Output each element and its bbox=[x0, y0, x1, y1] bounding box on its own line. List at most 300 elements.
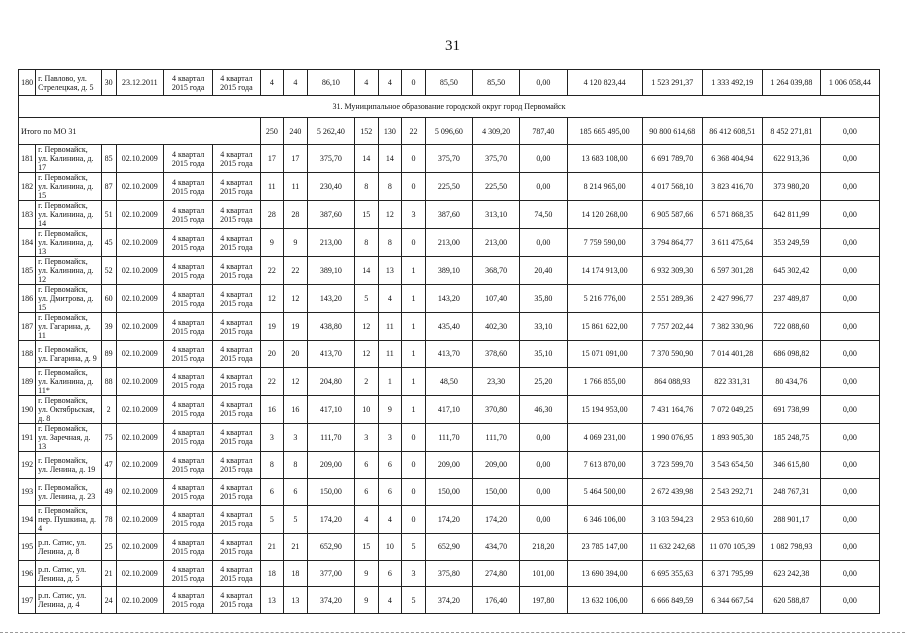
term-start-cell: 4 квартал 2015 года bbox=[163, 173, 212, 201]
money-cell: 822 331,31 bbox=[702, 367, 762, 395]
area-cell: 0,00 bbox=[520, 229, 567, 257]
money-cell: 0,00 bbox=[820, 201, 879, 229]
count-cell: 3 bbox=[284, 423, 308, 451]
term-end-cell: 4 квартал 2015 года bbox=[213, 367, 260, 395]
term-end-cell: 4 квартал 2015 года bbox=[213, 395, 260, 423]
area-cell: 0,00 bbox=[520, 451, 567, 478]
count-cell: 12 bbox=[354, 313, 378, 341]
money-cell: 1 264 039,88 bbox=[762, 70, 820, 96]
money-cell: 2 427 996,77 bbox=[702, 285, 762, 313]
count-cell: 12 bbox=[354, 341, 378, 368]
doc-number-cell: 51 bbox=[101, 201, 116, 229]
date-cell: 02.10.2009 bbox=[116, 478, 163, 505]
term-start-cell: 4 квартал 2015 года bbox=[163, 533, 212, 560]
term-start-cell: 4 квартал 2015 года bbox=[163, 587, 212, 614]
area-cell: 174,20 bbox=[425, 505, 472, 533]
money-cell: 86 412 608,51 bbox=[702, 118, 762, 145]
count-cell: 0 bbox=[402, 505, 426, 533]
money-cell: 686 098,82 bbox=[762, 341, 820, 368]
count-cell: 12 bbox=[284, 285, 308, 313]
count-cell: 8 bbox=[284, 451, 308, 478]
money-cell: 7 613 870,00 bbox=[567, 451, 642, 478]
row-number: 184 bbox=[19, 229, 36, 257]
doc-number-cell: 87 bbox=[101, 173, 116, 201]
date-cell: 23.12.2011 bbox=[116, 70, 163, 96]
area-cell: 101,00 bbox=[520, 560, 567, 587]
money-cell: 3 103 594,23 bbox=[642, 505, 702, 533]
money-cell: 0,00 bbox=[820, 285, 879, 313]
table-row bbox=[19, 313, 880, 341]
count-cell: 1 bbox=[402, 285, 426, 313]
area-cell: 374,20 bbox=[425, 587, 472, 614]
count-cell: 8 bbox=[378, 173, 402, 201]
address-cell: г. Первомайск, ул. Калинина, д. 15 bbox=[36, 173, 101, 201]
row-number: 195 bbox=[19, 533, 36, 560]
count-cell: 18 bbox=[260, 560, 284, 587]
term-end-cell: 4 квартал 2015 года bbox=[213, 478, 260, 505]
term-start-cell: 4 квартал 2015 года bbox=[163, 145, 212, 173]
money-cell: 0,00 bbox=[820, 533, 879, 560]
address-cell: г. Первомайск, ул. Ленина, д. 23 bbox=[36, 478, 101, 505]
area-cell: 225,50 bbox=[425, 173, 472, 201]
money-cell: 3 543 654,50 bbox=[702, 451, 762, 478]
money-cell: 0,00 bbox=[820, 173, 879, 201]
count-cell: 17 bbox=[284, 145, 308, 173]
area-cell: 375,70 bbox=[425, 145, 472, 173]
count-cell: 22 bbox=[402, 118, 426, 145]
row-number: 190 bbox=[19, 395, 36, 423]
count-cell: 3 bbox=[402, 560, 426, 587]
area-cell: 150,00 bbox=[425, 478, 472, 505]
area-cell: 417,10 bbox=[307, 395, 354, 423]
money-cell: 1 082 798,93 bbox=[762, 533, 820, 560]
area-cell: 35,80 bbox=[520, 285, 567, 313]
address-cell: г. Первомайск, ул. Калинина, д. 13 bbox=[36, 229, 101, 257]
table-row bbox=[19, 173, 880, 201]
table-row bbox=[19, 423, 880, 451]
area-cell: 5 096,60 bbox=[425, 118, 472, 145]
area-cell: 0,00 bbox=[520, 478, 567, 505]
area-cell: 4 309,20 bbox=[473, 118, 520, 145]
date-cell: 02.10.2009 bbox=[116, 201, 163, 229]
total-row bbox=[19, 118, 880, 145]
address-cell: г. Первомайск, ул. Гагарина, д. 11 bbox=[36, 313, 101, 341]
area-cell: 204,80 bbox=[307, 367, 354, 395]
money-cell: 90 800 614,68 bbox=[642, 118, 702, 145]
term-start-cell: 4 квартал 2015 года bbox=[163, 341, 212, 368]
area-cell: 143,20 bbox=[307, 285, 354, 313]
money-cell: 14 120 268,00 bbox=[567, 201, 642, 229]
area-cell: 417,10 bbox=[425, 395, 472, 423]
money-cell: 6 695 355,63 bbox=[642, 560, 702, 587]
money-cell: 13 632 106,00 bbox=[567, 587, 642, 614]
doc-number-cell: 85 bbox=[101, 145, 116, 173]
doc-number-cell: 75 bbox=[101, 423, 116, 451]
money-cell: 0,00 bbox=[820, 341, 879, 368]
date-cell: 02.10.2009 bbox=[116, 423, 163, 451]
money-cell: 3 723 599,70 bbox=[642, 451, 702, 478]
area-cell: 377,00 bbox=[307, 560, 354, 587]
money-cell: 1 523 291,37 bbox=[642, 70, 702, 96]
money-cell: 0,00 bbox=[820, 145, 879, 173]
count-cell: 12 bbox=[284, 367, 308, 395]
money-cell: 0,00 bbox=[820, 423, 879, 451]
address-cell: р.п. Сатис, ул. Ленина, д. 8 bbox=[36, 533, 101, 560]
money-cell: 6 932 309,30 bbox=[642, 257, 702, 285]
date-cell: 02.10.2009 bbox=[116, 285, 163, 313]
area-cell: 230,40 bbox=[307, 173, 354, 201]
area-cell: 370,80 bbox=[473, 395, 520, 423]
area-cell: 85,50 bbox=[473, 70, 520, 96]
housing-register-table bbox=[18, 69, 880, 614]
money-cell: 5 216 776,00 bbox=[567, 285, 642, 313]
money-cell: 0,00 bbox=[820, 229, 879, 257]
count-cell: 4 bbox=[378, 505, 402, 533]
money-cell: 6 597 301,28 bbox=[702, 257, 762, 285]
table-row bbox=[19, 201, 880, 229]
area-cell: 213,00 bbox=[425, 229, 472, 257]
money-cell: 5 464 500,00 bbox=[567, 478, 642, 505]
table-row bbox=[19, 478, 880, 505]
count-cell: 6 bbox=[378, 451, 402, 478]
section-title: 31. Муниципальное образование городской округ город Первомайск bbox=[19, 96, 880, 118]
area-cell: 434,70 bbox=[473, 533, 520, 560]
money-cell: 0,00 bbox=[820, 560, 879, 587]
money-cell: 80 434,76 bbox=[762, 367, 820, 395]
count-cell: 9 bbox=[354, 587, 378, 614]
money-cell: 722 088,60 bbox=[762, 313, 820, 341]
term-end-cell: 4 квартал 2015 года bbox=[213, 257, 260, 285]
area-cell: 375,70 bbox=[473, 145, 520, 173]
money-cell: 2 543 292,71 bbox=[702, 478, 762, 505]
table-body bbox=[19, 70, 880, 614]
count-cell: 13 bbox=[284, 587, 308, 614]
area-cell: 107,40 bbox=[473, 285, 520, 313]
money-cell: 620 588,87 bbox=[762, 587, 820, 614]
money-cell: 1 333 492,19 bbox=[702, 70, 762, 96]
area-cell: 225,50 bbox=[473, 173, 520, 201]
row-number: 185 bbox=[19, 257, 36, 285]
table-row bbox=[19, 505, 880, 533]
area-cell: 413,70 bbox=[425, 341, 472, 368]
term-start-cell: 4 квартал 2015 года bbox=[163, 395, 212, 423]
row-number: 191 bbox=[19, 423, 36, 451]
term-start-cell: 4 квартал 2015 года bbox=[163, 423, 212, 451]
term-start-cell: 4 квартал 2015 года bbox=[163, 560, 212, 587]
count-cell: 21 bbox=[284, 533, 308, 560]
term-start-cell: 4 квартал 2015 года bbox=[163, 285, 212, 313]
table-row bbox=[19, 367, 880, 395]
count-cell: 5 bbox=[402, 587, 426, 614]
doc-number-cell: 30 bbox=[101, 70, 116, 96]
area-cell: 402,30 bbox=[473, 313, 520, 341]
area-cell: 0,00 bbox=[520, 70, 567, 96]
count-cell: 10 bbox=[354, 395, 378, 423]
money-cell: 1 990 076,95 bbox=[642, 423, 702, 451]
count-cell: 4 bbox=[284, 70, 308, 96]
term-end-cell: 4 квартал 2015 года bbox=[213, 229, 260, 257]
count-cell: 8 bbox=[260, 451, 284, 478]
money-cell: 185 665 495,00 bbox=[567, 118, 642, 145]
money-cell: 622 913,36 bbox=[762, 145, 820, 173]
area-cell: 111,70 bbox=[473, 423, 520, 451]
area-cell: 218,20 bbox=[520, 533, 567, 560]
money-cell: 6 666 849,59 bbox=[642, 587, 702, 614]
area-cell: 174,20 bbox=[307, 505, 354, 533]
row-number: 187 bbox=[19, 313, 36, 341]
area-cell: 143,20 bbox=[425, 285, 472, 313]
doc-number-cell: 21 bbox=[101, 560, 116, 587]
money-cell: 6 368 404,94 bbox=[702, 145, 762, 173]
count-cell: 1 bbox=[402, 313, 426, 341]
term-end-cell: 4 квартал 2015 года bbox=[213, 423, 260, 451]
count-cell: 0 bbox=[402, 478, 426, 505]
table-row bbox=[19, 341, 880, 368]
term-end-cell: 4 квартал 2015 года bbox=[213, 533, 260, 560]
date-cell: 02.10.2009 bbox=[116, 145, 163, 173]
money-cell: 7 370 590,90 bbox=[642, 341, 702, 368]
money-cell: 7 072 049,25 bbox=[702, 395, 762, 423]
area-cell: 413,70 bbox=[307, 341, 354, 368]
area-cell: 378,60 bbox=[473, 341, 520, 368]
term-end-cell: 4 квартал 2015 года bbox=[213, 70, 260, 96]
table-row bbox=[19, 145, 880, 173]
count-cell: 17 bbox=[260, 145, 284, 173]
count-cell: 13 bbox=[378, 257, 402, 285]
address-cell: г. Первомайск, ул. Калинина, д. 17 bbox=[36, 145, 101, 173]
doc-number-cell: 2 bbox=[101, 395, 116, 423]
count-cell: 20 bbox=[284, 341, 308, 368]
count-cell: 5 bbox=[354, 285, 378, 313]
area-cell: 111,70 bbox=[425, 423, 472, 451]
money-cell: 11 632 242,68 bbox=[642, 533, 702, 560]
area-cell: 35,10 bbox=[520, 341, 567, 368]
count-cell: 250 bbox=[260, 118, 284, 145]
money-cell: 7 757 202,44 bbox=[642, 313, 702, 341]
count-cell: 1 bbox=[402, 395, 426, 423]
money-cell: 15 861 622,00 bbox=[567, 313, 642, 341]
row-number: 188 bbox=[19, 341, 36, 368]
count-cell: 8 bbox=[354, 229, 378, 257]
area-cell: 111,70 bbox=[307, 423, 354, 451]
address-cell: р.п. Сатис, ул. Ленина, д. 5 bbox=[36, 560, 101, 587]
count-cell: 2 bbox=[354, 367, 378, 395]
count-cell: 3 bbox=[260, 423, 284, 451]
area-cell: 0,00 bbox=[520, 423, 567, 451]
count-cell: 28 bbox=[284, 201, 308, 229]
area-cell: 375,70 bbox=[307, 145, 354, 173]
money-cell: 11 070 105,39 bbox=[702, 533, 762, 560]
row-number: 192 bbox=[19, 451, 36, 478]
address-cell: г. Первомайск, ул. Октябрьская, д. 8 bbox=[36, 395, 101, 423]
area-cell: 435,40 bbox=[425, 313, 472, 341]
count-cell: 1 bbox=[402, 257, 426, 285]
doc-number-cell: 49 bbox=[101, 478, 116, 505]
money-cell: 1 766 855,00 bbox=[567, 367, 642, 395]
area-cell: 375,80 bbox=[425, 560, 472, 587]
count-cell: 5 bbox=[402, 533, 426, 560]
count-cell: 6 bbox=[284, 478, 308, 505]
area-cell: 46,30 bbox=[520, 395, 567, 423]
count-cell: 0 bbox=[402, 145, 426, 173]
date-cell: 02.10.2009 bbox=[116, 451, 163, 478]
money-cell: 1 893 905,30 bbox=[702, 423, 762, 451]
money-cell: 3 794 864,77 bbox=[642, 229, 702, 257]
date-cell: 02.10.2009 bbox=[116, 560, 163, 587]
money-cell: 645 302,42 bbox=[762, 257, 820, 285]
count-cell: 3 bbox=[402, 201, 426, 229]
money-cell: 373 980,20 bbox=[762, 173, 820, 201]
table-row bbox=[19, 395, 880, 423]
money-cell: 288 901,17 bbox=[762, 505, 820, 533]
page-number: 31 bbox=[445, 38, 460, 54]
count-cell: 11 bbox=[284, 173, 308, 201]
money-cell: 13 683 108,00 bbox=[567, 145, 642, 173]
count-cell: 12 bbox=[260, 285, 284, 313]
count-cell: 22 bbox=[260, 367, 284, 395]
count-cell: 21 bbox=[260, 533, 284, 560]
area-cell: 197,80 bbox=[520, 587, 567, 614]
date-cell: 02.10.2009 bbox=[116, 341, 163, 368]
row-number: 189 bbox=[19, 367, 36, 395]
money-cell: 2 672 439,98 bbox=[642, 478, 702, 505]
count-cell: 4 bbox=[378, 70, 402, 96]
row-number: 196 bbox=[19, 560, 36, 587]
count-cell: 6 bbox=[260, 478, 284, 505]
area-cell: 389,10 bbox=[307, 257, 354, 285]
table-row bbox=[19, 560, 880, 587]
row-number: 181 bbox=[19, 145, 36, 173]
address-cell: г. Первомайск, ул. Калинина, д. 11* bbox=[36, 367, 101, 395]
term-end-cell: 4 квартал 2015 года bbox=[213, 341, 260, 368]
count-cell: 4 bbox=[354, 70, 378, 96]
address-cell: г. Первомайск, ул. Заречная, д. 13 bbox=[36, 423, 101, 451]
section-header-row bbox=[19, 96, 880, 118]
money-cell: 7 014 401,28 bbox=[702, 341, 762, 368]
count-cell: 5 bbox=[284, 505, 308, 533]
area-cell: 150,00 bbox=[307, 478, 354, 505]
row-number: 194 bbox=[19, 505, 36, 533]
count-cell: 6 bbox=[378, 478, 402, 505]
term-start-cell: 4 квартал 2015 года bbox=[163, 451, 212, 478]
term-end-cell: 4 квартал 2015 года bbox=[213, 285, 260, 313]
count-cell: 19 bbox=[284, 313, 308, 341]
doc-number-cell: 47 bbox=[101, 451, 116, 478]
area-cell: 387,60 bbox=[425, 201, 472, 229]
count-cell: 152 bbox=[354, 118, 378, 145]
area-cell: 20,40 bbox=[520, 257, 567, 285]
count-cell: 9 bbox=[284, 229, 308, 257]
area-cell: 86,10 bbox=[307, 70, 354, 96]
count-cell: 9 bbox=[354, 560, 378, 587]
money-cell: 864 088,93 bbox=[642, 367, 702, 395]
count-cell: 10 bbox=[378, 533, 402, 560]
term-start-cell: 4 квартал 2015 года bbox=[163, 229, 212, 257]
money-cell: 6 344 667,54 bbox=[702, 587, 762, 614]
area-cell: 787,40 bbox=[520, 118, 567, 145]
term-end-cell: 4 квартал 2015 года bbox=[213, 560, 260, 587]
table-row bbox=[19, 229, 880, 257]
table-row-top bbox=[19, 70, 880, 96]
count-cell: 240 bbox=[284, 118, 308, 145]
count-cell: 16 bbox=[284, 395, 308, 423]
count-cell: 0 bbox=[402, 451, 426, 478]
money-cell: 8 214 965,00 bbox=[567, 173, 642, 201]
money-cell: 6 371 795,99 bbox=[702, 560, 762, 587]
count-cell: 3 bbox=[354, 423, 378, 451]
address-cell: г. Павлово, ул. Стрелецкая, д. 5 bbox=[36, 70, 101, 96]
count-cell: 0 bbox=[402, 423, 426, 451]
money-cell: 15 194 953,00 bbox=[567, 395, 642, 423]
date-cell: 02.10.2009 bbox=[116, 313, 163, 341]
term-end-cell: 4 квартал 2015 года bbox=[213, 505, 260, 533]
date-cell: 02.10.2009 bbox=[116, 229, 163, 257]
doc-number-cell: 88 bbox=[101, 367, 116, 395]
doc-number-cell: 60 bbox=[101, 285, 116, 313]
count-cell: 11 bbox=[260, 173, 284, 201]
count-cell: 3 bbox=[378, 423, 402, 451]
money-cell: 13 690 394,00 bbox=[567, 560, 642, 587]
area-cell: 23,30 bbox=[473, 367, 520, 395]
doc-number-cell: 25 bbox=[101, 533, 116, 560]
count-cell: 5 bbox=[260, 505, 284, 533]
area-cell: 652,90 bbox=[425, 533, 472, 560]
address-cell: г. Первомайск, ул. Калинина, д. 12 bbox=[36, 257, 101, 285]
table-row bbox=[19, 285, 880, 313]
money-cell: 6 346 106,00 bbox=[567, 505, 642, 533]
area-cell: 48,50 bbox=[425, 367, 472, 395]
area-cell: 389,10 bbox=[425, 257, 472, 285]
count-cell: 4 bbox=[378, 587, 402, 614]
count-cell: 14 bbox=[378, 145, 402, 173]
area-cell: 213,00 bbox=[307, 229, 354, 257]
money-cell: 0,00 bbox=[820, 395, 879, 423]
row-number: 197 bbox=[19, 587, 36, 614]
total-label: Итого по МО 31 bbox=[19, 118, 261, 145]
term-start-cell: 4 квартал 2015 года bbox=[163, 70, 212, 96]
money-cell: 185 248,75 bbox=[762, 423, 820, 451]
money-cell: 15 071 091,00 bbox=[567, 341, 642, 368]
date-cell: 02.10.2009 bbox=[116, 533, 163, 560]
count-cell: 0 bbox=[402, 173, 426, 201]
money-cell: 4 120 823,44 bbox=[567, 70, 642, 96]
count-cell: 13 bbox=[260, 587, 284, 614]
area-cell: 374,20 bbox=[307, 587, 354, 614]
term-end-cell: 4 квартал 2015 года bbox=[213, 201, 260, 229]
address-cell: г. Первомайск, ул. Калинина, д. 14 bbox=[36, 201, 101, 229]
count-cell: 6 bbox=[378, 560, 402, 587]
money-cell: 8 452 271,81 bbox=[762, 118, 820, 145]
date-cell: 02.10.2009 bbox=[116, 257, 163, 285]
count-cell: 0 bbox=[402, 229, 426, 257]
money-cell: 23 785 147,00 bbox=[567, 533, 642, 560]
area-cell: 25,20 bbox=[520, 367, 567, 395]
money-cell: 2 953 610,60 bbox=[702, 505, 762, 533]
area-cell: 387,60 bbox=[307, 201, 354, 229]
term-start-cell: 4 квартал 2015 года bbox=[163, 201, 212, 229]
count-cell: 1 bbox=[402, 341, 426, 368]
area-cell: 313,10 bbox=[473, 201, 520, 229]
area-cell: 0,00 bbox=[520, 505, 567, 533]
date-cell: 02.10.2009 bbox=[116, 587, 163, 614]
area-cell: 274,80 bbox=[473, 560, 520, 587]
term-start-cell: 4 квартал 2015 года bbox=[163, 478, 212, 505]
count-cell: 14 bbox=[354, 257, 378, 285]
count-cell: 4 bbox=[378, 285, 402, 313]
count-cell: 15 bbox=[354, 201, 378, 229]
count-cell: 18 bbox=[284, 560, 308, 587]
term-end-cell: 4 квартал 2015 года bbox=[213, 451, 260, 478]
